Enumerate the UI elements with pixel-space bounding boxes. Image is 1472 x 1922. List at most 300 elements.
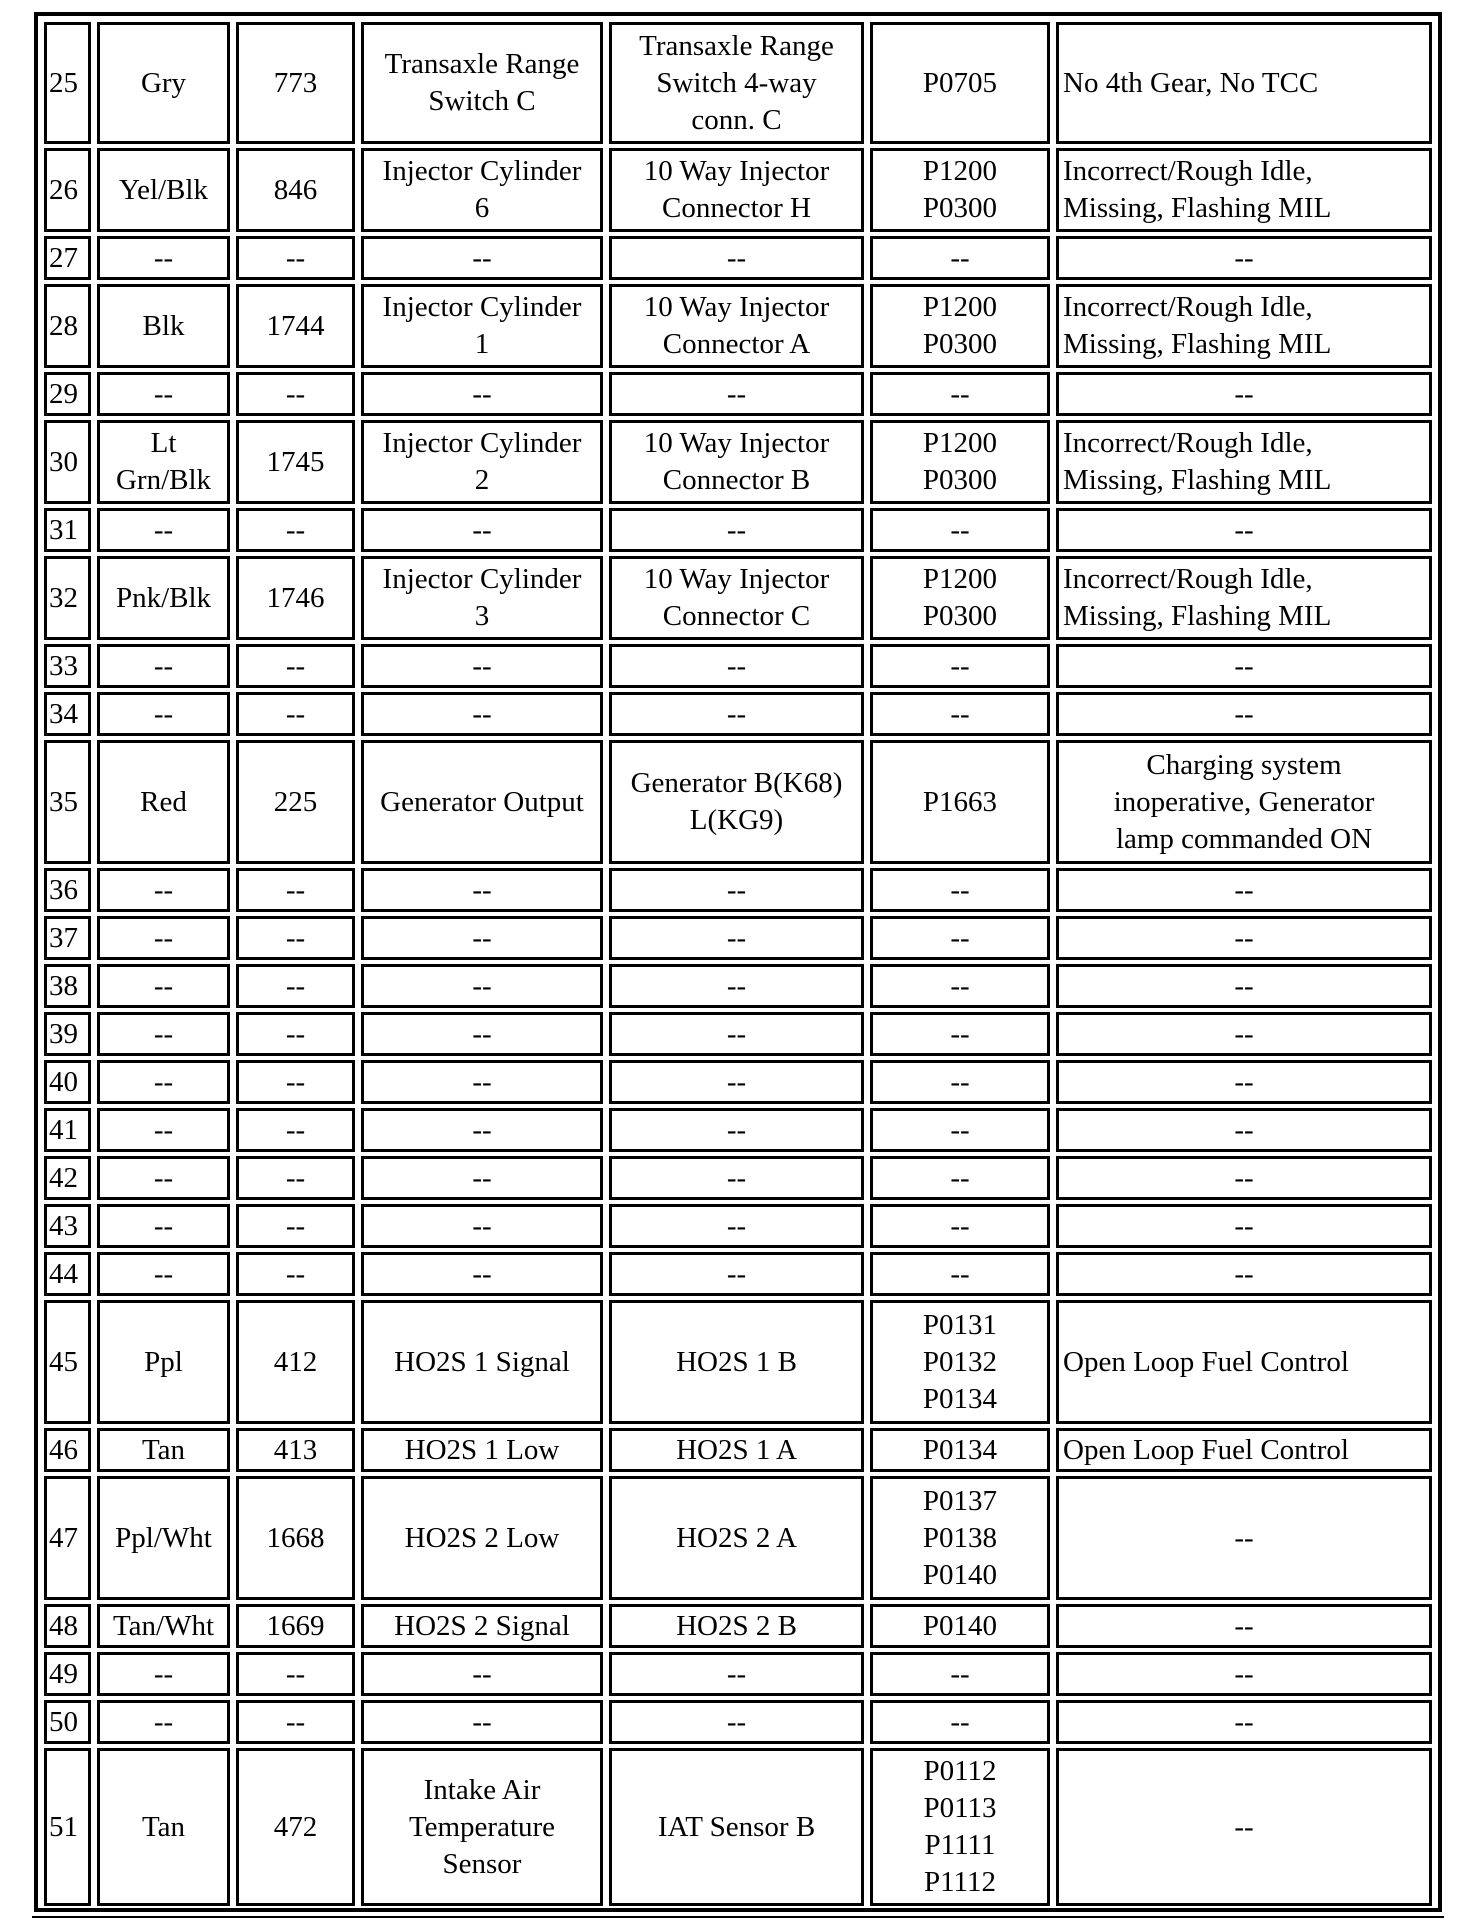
dtc-line: -- (950, 697, 970, 730)
dtc-line: -- (950, 1705, 970, 1738)
wire-color-cell (97, 868, 230, 912)
function-line: 3 (474, 600, 490, 632)
function-line: -- (472, 1657, 492, 1690)
dtc-cell (870, 508, 1050, 552)
symptom-line: Missing, Flashing MIL (1063, 464, 1332, 496)
connector-cell (609, 1156, 864, 1200)
table-row (44, 284, 1432, 368)
function-line: -- (472, 513, 492, 546)
symptom-line: -- (1234, 969, 1254, 1002)
connector-cell (609, 236, 864, 280)
pin-cell: 36 (44, 868, 91, 912)
dtc-line: P0137 (922, 1484, 998, 1517)
pin-cell: 34 (44, 692, 91, 736)
connector-cell (609, 692, 864, 736)
symptom-line: Missing, Flashing MIL (1063, 600, 1332, 632)
wire-color-cell (97, 284, 230, 368)
circuit-number-cell: -- (236, 916, 355, 960)
connector-line: Connector C (662, 600, 811, 632)
wire-color-line: -- (153, 649, 174, 682)
connector-cell (609, 420, 864, 504)
dtc-cell (870, 1300, 1050, 1424)
pin-cell: 47 (44, 1476, 91, 1600)
function-cell (361, 1156, 603, 1200)
dtc-cell (870, 236, 1050, 280)
pin-cell: 42 (44, 1156, 91, 1200)
connector-line: IAT Sensor B (657, 1810, 816, 1843)
pin-cell: 27 (44, 236, 91, 280)
dtc-line: -- (950, 377, 970, 410)
function-line: Switch C (428, 85, 536, 117)
connector-cell (609, 372, 864, 416)
symptom-line: -- (1234, 1257, 1254, 1290)
circuit-number-cell: -- (236, 1108, 355, 1152)
function-line: -- (472, 697, 492, 730)
function-line: Injector Cylinder (382, 291, 582, 323)
circuit-number-cell: -- (236, 692, 355, 736)
circuit-number-cell: 1669 (236, 1604, 355, 1648)
dtc-line: -- (950, 1257, 970, 1290)
wire-color-line: -- (153, 1705, 174, 1738)
wire-color-cell (97, 1156, 230, 1200)
symptom-line: -- (1234, 1017, 1254, 1050)
function-line: -- (472, 1161, 492, 1194)
connector-line: HO2S 2 B (676, 1609, 797, 1642)
function-line: -- (472, 1257, 492, 1290)
pinout-table (38, 18, 1438, 1910)
symptom-cell (1056, 508, 1432, 552)
dtc-line: P0134 (922, 1382, 998, 1415)
connector-cell (609, 1604, 864, 1648)
function-line: Injector Cylinder (382, 427, 582, 459)
dtc-cell (870, 916, 1050, 960)
symptom-line: -- (1234, 1705, 1254, 1738)
dtc-line: P0132 (922, 1345, 998, 1378)
function-line: -- (472, 649, 492, 682)
dtc-line: P0134 (922, 1433, 998, 1466)
circuit-number-cell: 846 (236, 148, 355, 232)
function-line: -- (472, 921, 492, 954)
symptom-cell (1056, 22, 1432, 144)
circuit-number-cell: 225 (236, 740, 355, 864)
dtc-line: P0131 (922, 1308, 998, 1341)
connector-line: -- (726, 1113, 747, 1146)
table-row (44, 556, 1432, 640)
connector-cell (609, 868, 864, 912)
symptom-cell (1056, 964, 1432, 1008)
wire-color-cell (97, 1476, 230, 1600)
table-row (44, 868, 1432, 912)
dtc-line: -- (950, 1113, 970, 1146)
function-cell (361, 1700, 603, 1744)
function-line: 1 (474, 328, 490, 360)
wire-color-cell (97, 508, 230, 552)
symptom-line: -- (1234, 513, 1254, 546)
function-line: HO2S 2 Low (404, 1521, 560, 1554)
dtc-line: P0705 (922, 66, 998, 99)
wire-color-cell (97, 1652, 230, 1696)
dtc-line: -- (950, 1161, 970, 1194)
wire-color-cell (97, 148, 230, 232)
dtc-line: P0113 (923, 1792, 997, 1824)
circuit-number-cell: -- (236, 236, 355, 280)
dtc-line: -- (950, 921, 970, 954)
pin-cell: 31 (44, 508, 91, 552)
wire-color-line: -- (153, 377, 174, 410)
connector-line: 10 Way Injector (643, 291, 830, 323)
circuit-number-cell: 1745 (236, 420, 355, 504)
dtc-line: -- (950, 1209, 970, 1242)
function-line: -- (472, 873, 492, 906)
connector-line: 10 Way Injector (643, 563, 830, 595)
wire-color-line: Blk (142, 309, 185, 342)
function-line: -- (472, 1065, 492, 1098)
symptom-line: -- (1234, 1161, 1254, 1194)
function-line: -- (472, 377, 492, 410)
function-line: -- (472, 969, 492, 1002)
function-cell (361, 1652, 603, 1696)
connector-line: HO2S 1 B (676, 1345, 797, 1378)
dtc-line: P1112 (924, 1866, 996, 1898)
wire-color-line: -- (153, 873, 174, 906)
table-row (44, 1604, 1432, 1648)
symptom-line: -- (1234, 1810, 1254, 1843)
pin-cell: 33 (44, 644, 91, 688)
function-cell (361, 1428, 603, 1472)
function-line: -- (472, 1017, 492, 1050)
function-cell (361, 1300, 603, 1424)
function-line: Intake Air (423, 1773, 541, 1806)
function-line: -- (472, 1113, 492, 1146)
table-row (44, 1428, 1432, 1472)
wire-color-line: -- (153, 1113, 174, 1146)
pin-cell: 35 (44, 740, 91, 864)
dtc-line: P0300 (922, 600, 998, 632)
symptom-line: Incorrect/Rough Idle, (1063, 155, 1313, 187)
connector-cell (609, 22, 864, 144)
function-line: HO2S 1 Signal (394, 1345, 570, 1378)
pin-cell: 28 (44, 284, 91, 368)
pin-cell: 43 (44, 1204, 91, 1248)
connector-cell (609, 148, 864, 232)
connector-cell (609, 1060, 864, 1104)
connector-line: -- (726, 1257, 747, 1290)
connector-line: conn. C (691, 103, 782, 136)
wire-color-line: -- (153, 1065, 174, 1098)
function-cell (361, 508, 603, 552)
symptom-line: Incorrect/Rough Idle, (1063, 291, 1313, 323)
dtc-cell (870, 420, 1050, 504)
symptom-line: -- (1234, 1209, 1254, 1242)
symptom-cell (1056, 1252, 1432, 1296)
function-cell (361, 372, 603, 416)
connector-line: Connector B (662, 464, 811, 496)
pin-cell: 38 (44, 964, 91, 1008)
circuit-number-cell: 773 (236, 22, 355, 144)
wire-color-cell (97, 1604, 230, 1648)
connector-line: L(KG9) (689, 804, 784, 836)
dtc-cell (870, 1652, 1050, 1696)
symptom-cell (1056, 148, 1432, 232)
connector-line: -- (726, 1017, 747, 1050)
function-cell (361, 148, 603, 232)
table-row (44, 916, 1432, 960)
table-row (44, 1156, 1432, 1200)
wire-color-cell (97, 1204, 230, 1248)
wire-color-line: Tan (141, 1810, 186, 1843)
function-line: 6 (474, 192, 490, 224)
connector-cell (609, 644, 864, 688)
circuit-number-cell: -- (236, 1252, 355, 1296)
wire-color-line: -- (153, 1209, 174, 1242)
symptom-line: -- (1234, 1521, 1254, 1554)
function-cell (361, 1012, 603, 1056)
pin-cell: 49 (44, 1652, 91, 1696)
dtc-line: -- (950, 969, 970, 1002)
symptom-line: lamp commanded ON (1115, 822, 1373, 855)
symptom-cell (1056, 1060, 1432, 1104)
table-row (44, 22, 1432, 144)
wire-color-cell (97, 1060, 230, 1104)
connector-line: -- (726, 513, 747, 546)
wire-color-line: -- (153, 1017, 174, 1050)
dtc-line: -- (950, 1065, 970, 1098)
pin-cell: 46 (44, 1428, 91, 1472)
connector-line: Transaxle Range (639, 29, 834, 62)
symptom-line: Charging system (1146, 748, 1342, 781)
dtc-cell (870, 1156, 1050, 1200)
function-line: Injector Cylinder (382, 155, 582, 187)
function-cell (361, 740, 603, 864)
connector-line: -- (726, 377, 747, 410)
wire-color-cell (97, 644, 230, 688)
table-row (44, 1652, 1432, 1696)
wire-color-cell (97, 1252, 230, 1296)
symptom-line: -- (1234, 1657, 1254, 1690)
dtc-line: P1663 (922, 785, 998, 818)
connector-line: -- (726, 1657, 747, 1690)
dtc-cell (870, 1012, 1050, 1056)
connector-line: -- (726, 1209, 747, 1242)
connector-cell (609, 740, 864, 864)
function-cell (361, 916, 603, 960)
connector-line: -- (726, 873, 747, 906)
connector-cell (609, 1748, 864, 1906)
wire-color-cell (97, 1428, 230, 1472)
symptom-cell (1056, 372, 1432, 416)
connector-line: 10 Way Injector (643, 427, 830, 459)
function-line: Injector Cylinder (382, 563, 582, 595)
dtc-line: P0140 (922, 1609, 998, 1642)
dtc-line: P0112 (923, 1755, 997, 1787)
dtc-cell (870, 1748, 1050, 1906)
connector-cell (609, 1652, 864, 1696)
table-row (44, 420, 1432, 504)
symptom-line: Missing, Flashing MIL (1063, 328, 1332, 360)
connector-line: -- (726, 697, 747, 730)
wire-color-line: -- (153, 1257, 174, 1290)
wire-color-cell (97, 740, 230, 864)
dtc-cell (870, 692, 1050, 736)
table-row (44, 1252, 1432, 1296)
connector-line: -- (726, 969, 747, 1002)
wire-color-cell (97, 1012, 230, 1056)
symptom-cell (1056, 1012, 1432, 1056)
connector-line: Switch 4-way (656, 66, 817, 99)
dtc-cell (870, 1428, 1050, 1472)
table-row (44, 692, 1432, 736)
symptom-line: No 4th Gear, No TCC (1063, 66, 1319, 99)
symptom-line: -- (1234, 921, 1254, 954)
circuit-number-cell: -- (236, 1204, 355, 1248)
table-row (44, 740, 1432, 864)
wire-color-line: Pnk/Blk (115, 581, 212, 614)
function-line: Generator Output (380, 785, 584, 818)
wire-color-line: Yel/Blk (119, 173, 208, 206)
wire-color-cell (97, 1300, 230, 1424)
circuit-number-cell: 1668 (236, 1476, 355, 1600)
wire-color-cell (97, 1108, 230, 1152)
wire-color-cell (97, 916, 230, 960)
symptom-cell (1056, 1748, 1432, 1906)
pin-cell: 45 (44, 1300, 91, 1424)
pin-cell: 26 (44, 148, 91, 232)
dtc-cell (870, 1700, 1050, 1744)
symptom-line: -- (1234, 1609, 1254, 1642)
wire-color-cell (97, 236, 230, 280)
circuit-number-cell: 1744 (236, 284, 355, 368)
connector-cell (609, 1108, 864, 1152)
function-line: -- (472, 1705, 492, 1738)
dtc-line: -- (950, 873, 970, 906)
table-row (44, 964, 1432, 1008)
symptom-cell (1056, 1476, 1432, 1600)
circuit-number-cell: -- (236, 644, 355, 688)
connector-line: -- (726, 921, 747, 954)
function-line: -- (472, 241, 492, 274)
wire-color-line: Lt (150, 427, 177, 459)
pin-cell: 41 (44, 1108, 91, 1152)
dtc-cell (870, 148, 1050, 232)
table-body (44, 22, 1432, 1906)
table-row (44, 1108, 1432, 1152)
function-line: Transaxle Range (384, 48, 580, 80)
symptom-cell (1056, 1204, 1432, 1248)
dtc-line: P1200 (922, 563, 998, 595)
circuit-number-cell: -- (236, 1060, 355, 1104)
table-row (44, 1476, 1432, 1600)
function-cell (361, 1604, 603, 1648)
function-cell (361, 1204, 603, 1248)
symptom-cell (1056, 556, 1432, 640)
circuit-number-cell: -- (236, 1700, 355, 1744)
circuit-number-cell: -- (236, 372, 355, 416)
dtc-cell (870, 740, 1050, 864)
symptom-cell (1056, 1604, 1432, 1648)
function-cell (361, 556, 603, 640)
function-cell (361, 284, 603, 368)
symptom-line: -- (1234, 873, 1254, 906)
wire-color-line: -- (153, 697, 174, 730)
function-line: Sensor (442, 1847, 522, 1880)
symptom-cell (1056, 1156, 1432, 1200)
function-line: -- (472, 1209, 492, 1242)
symptom-line: Open Loop Fuel Control (1063, 1433, 1349, 1466)
symptom-line: -- (1234, 1113, 1254, 1146)
symptom-line: -- (1234, 1065, 1254, 1098)
symptom-line: -- (1234, 241, 1254, 274)
circuit-number-cell: -- (236, 1652, 355, 1696)
dtc-cell (870, 1204, 1050, 1248)
symptom-cell (1056, 1108, 1432, 1152)
connector-line: -- (726, 649, 747, 682)
wire-color-line: -- (153, 921, 174, 954)
symptom-cell (1056, 644, 1432, 688)
wire-color-cell (97, 372, 230, 416)
connector-cell (609, 1204, 864, 1248)
wire-color-line: -- (153, 513, 174, 546)
symptom-line: Missing, Flashing MIL (1063, 192, 1332, 224)
connector-cell (609, 1700, 864, 1744)
circuit-number-cell: 413 (236, 1428, 355, 1472)
connector-cell (609, 964, 864, 1008)
dtc-line: P0140 (922, 1558, 998, 1591)
circuit-number-cell: 1746 (236, 556, 355, 640)
function-cell (361, 1108, 603, 1152)
dtc-cell (870, 284, 1050, 368)
symptom-line: Open Loop Fuel Control (1063, 1345, 1349, 1378)
dtc-cell (870, 964, 1050, 1008)
dtc-line: P1200 (922, 427, 998, 459)
function-cell (361, 1252, 603, 1296)
connector-cell (609, 1428, 864, 1472)
function-line: HO2S 1 Low (404, 1433, 560, 1466)
function-cell (361, 964, 603, 1008)
dtc-cell (870, 22, 1050, 144)
function-cell (361, 236, 603, 280)
dtc-cell (870, 556, 1050, 640)
pinout-sheet (34, 12, 1442, 1912)
function-cell (361, 1060, 603, 1104)
dtc-line: P1111 (924, 1829, 996, 1861)
dtc-cell (870, 1604, 1050, 1648)
symptom-line: inoperative, Generator (1113, 785, 1375, 818)
wire-color-line: Gry (140, 66, 187, 99)
function-line: Temperature (408, 1810, 556, 1843)
dtc-line: P1200 (922, 155, 998, 187)
dtc-line: P0138 (922, 1521, 998, 1554)
symptom-line: -- (1234, 377, 1254, 410)
connector-cell (609, 508, 864, 552)
wire-color-cell (97, 22, 230, 144)
wire-color-line: -- (153, 1657, 174, 1690)
pin-cell: 51 (44, 1748, 91, 1906)
symptom-cell (1056, 916, 1432, 960)
wire-color-line: -- (153, 1161, 174, 1194)
pin-cell: 29 (44, 372, 91, 416)
function-cell (361, 868, 603, 912)
connector-line: HO2S 2 A (676, 1521, 797, 1554)
function-cell (361, 644, 603, 688)
wire-color-line: Ppl (144, 1345, 183, 1378)
dtc-cell (870, 868, 1050, 912)
table-row (44, 1060, 1432, 1104)
dtc-line: -- (950, 649, 970, 682)
dtc-cell (870, 1252, 1050, 1296)
connector-line: -- (726, 1161, 747, 1194)
function-line: 2 (474, 464, 490, 496)
dtc-cell (870, 1060, 1050, 1104)
